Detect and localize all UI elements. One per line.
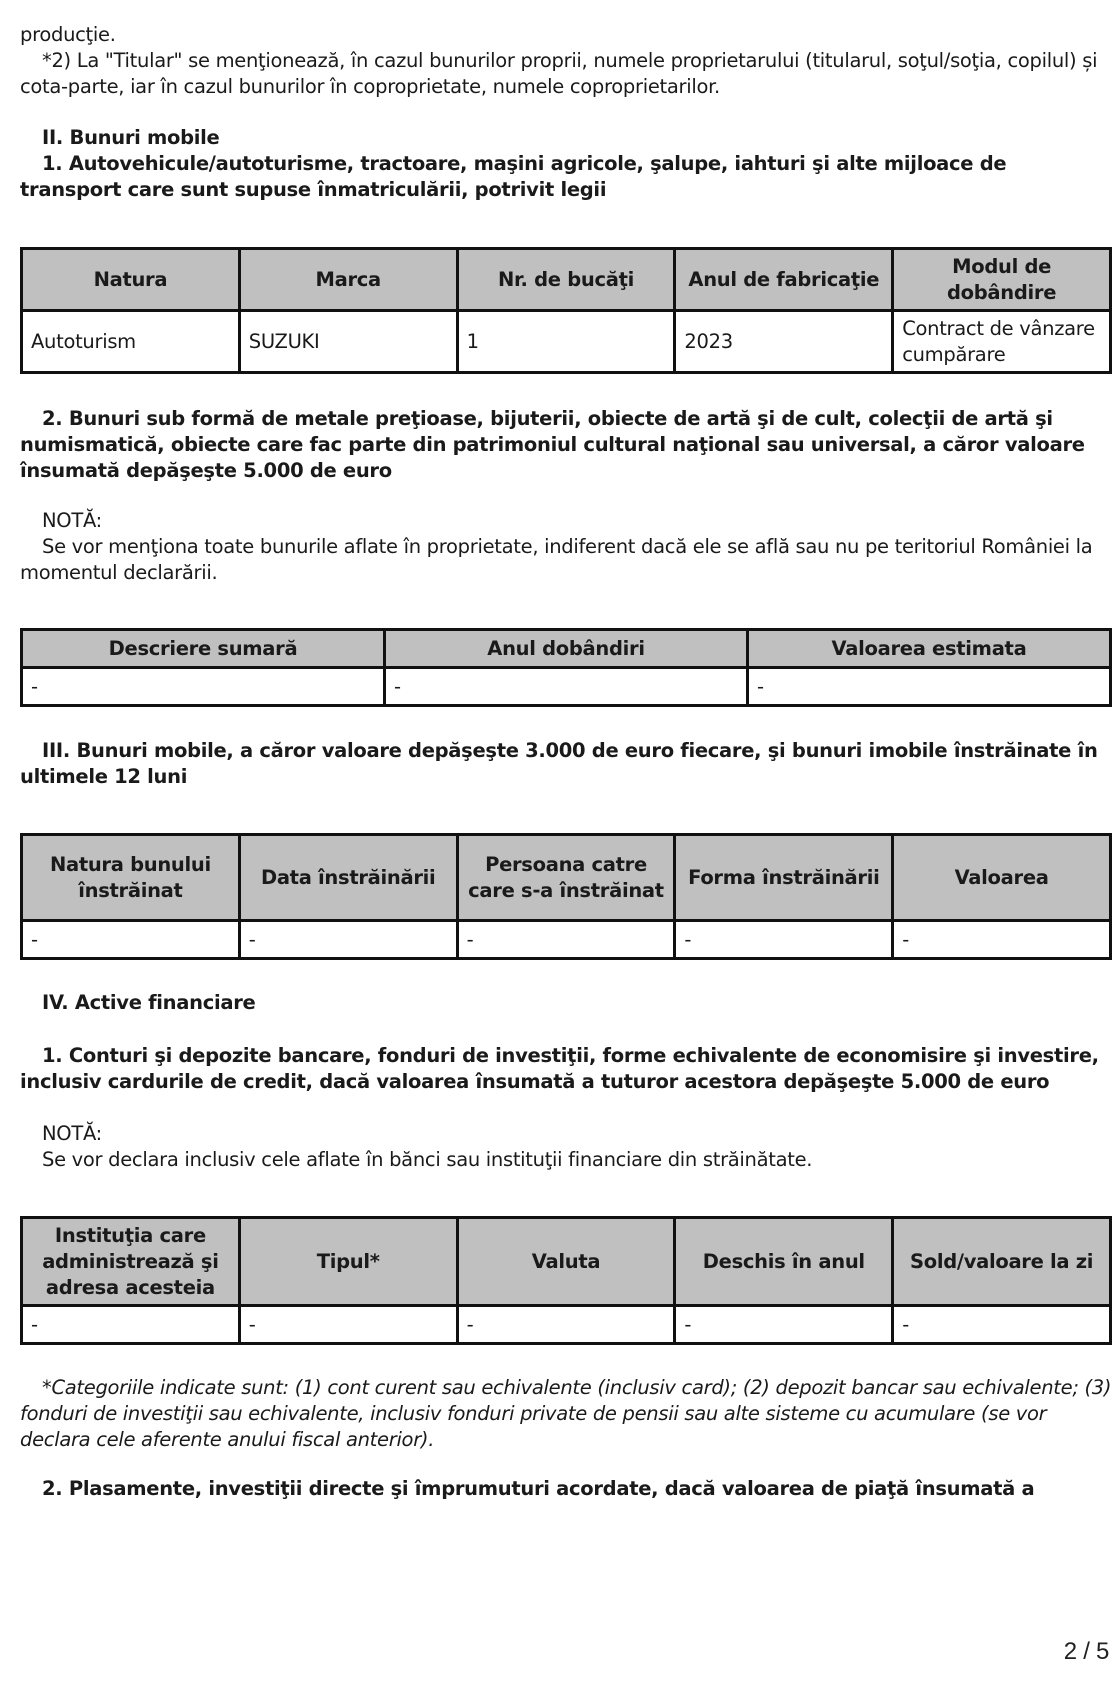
- col-header: Modul de dobândire: [893, 249, 1111, 311]
- intro-line: producţie.: [20, 23, 116, 46]
- table-cell: -: [22, 668, 385, 706]
- section-4-sub1-title: 1. Conturi şi depozite bancare, fonduri de investiţii, forme echivalente de economisire şi investire, inclusiv cardurile de credit, dacă valoarea însumată a tuturor acestora depăşeşte 5.000 de euro: [20, 1044, 1099, 1093]
- col-header: Anul de fabricaţie: [675, 249, 893, 311]
- col-header: Instituţia care administrează şi adresa acesteia: [22, 1218, 240, 1306]
- section-3-heading-block: [20, 738, 1112, 790]
- col-header: Tipul*: [239, 1218, 457, 1306]
- table-cell: 2023: [675, 311, 893, 373]
- alienated-assets-table: [20, 833, 1112, 960]
- section-4-note-block: [20, 1121, 1112, 1173]
- bank-accounts-table: [20, 1216, 1112, 1345]
- categories-footnote: *Categoriile indicate sunt: (1) cont curent sau echivalente (inclusiv card); (2) depozit bancar sau echivalente; (3) fonduri de investiţii sau echivalente, inclusiv fonduri private de pensii sau alte sisteme cu acumulare (se vor declara cele aferente anului fiscal anterior).: [20, 1376, 1112, 1451]
- valuables-table: [20, 628, 1112, 707]
- intro-block: [20, 22, 1112, 100]
- section-2-sub2-block: [20, 406, 1112, 484]
- section-2-title: II. Bunuri mobile: [42, 126, 220, 149]
- note-label: NOTĂ:: [42, 509, 102, 532]
- table-cell: -: [239, 1306, 457, 1344]
- col-header: Valuta: [457, 1218, 675, 1306]
- table-cell: -: [893, 1306, 1111, 1344]
- col-header: Sold/valoare la zi: [893, 1218, 1111, 1306]
- section-2-sub1-title: 1. Autovehicule/autoturisme, tractoare, maşini agricole, şalupe, iahturi şi alte mijloace de transport care sunt supuse înmatriculării, potrivit legii: [20, 152, 1007, 201]
- col-header: Data înstrăinării: [239, 835, 457, 921]
- vehicles-table-wrap: [20, 247, 1112, 374]
- section-4-heading-block: [20, 990, 1112, 1016]
- alienated-table-wrap: [20, 833, 1112, 960]
- table-cell: -: [239, 921, 457, 959]
- section-3-title: III. Bunuri mobile, a căror valoare depăşeşte 3.000 de euro fiecare, şi bunuri imobile înstrăinate în ultimele 12 luni: [20, 739, 1098, 788]
- col-header: Valoarea estimata: [748, 630, 1111, 668]
- col-header: Marca: [239, 249, 457, 311]
- section-4-sub2-title: 2. Plasamente, investiţii directe şi împrumuturi acordate, dacă valoarea de piaţă însumată a: [42, 1477, 1035, 1500]
- table-row: [22, 668, 1111, 706]
- page-number: 2 / 5: [1063, 1638, 1109, 1665]
- section-4-sub2-block: [20, 1476, 1112, 1502]
- section-4-title: IV. Active financiare: [42, 991, 256, 1014]
- table-cell: Autoturism: [22, 311, 240, 373]
- section-2-note-block: [20, 508, 1112, 586]
- col-header: Anul dobândiri: [385, 630, 748, 668]
- col-header: Forma înstrăinării: [675, 835, 893, 921]
- table-cell: -: [675, 1306, 893, 1344]
- col-header: Persoana catre care s-a înstrăinat: [457, 835, 675, 921]
- section-2-sub2-title: 2. Bunuri sub formă de metale preţioase, bijuterii, obiecte de artă şi de cult, colecţii de artă şi numismatică, obiecte care fac parte din patrimoniul cultural naţional sau universal, a căror valoare însumată depăşeşte 5.000 de euro: [20, 407, 1085, 482]
- section-2-heading-block: [20, 125, 1112, 203]
- note-label: NOTĂ:: [42, 1122, 102, 1145]
- accounts-table-wrap: [20, 1216, 1112, 1345]
- note-text: Se vor menţiona toate bunurile aflate în proprietate, indiferent dacă ele se află sau nu pe teritoriul României la momentul declarării.: [20, 535, 1093, 584]
- col-header: Natura: [22, 249, 240, 311]
- table-row: [22, 1306, 1111, 1344]
- section-4-sub1-block: [20, 1043, 1112, 1095]
- col-header: Deschis în anul: [675, 1218, 893, 1306]
- table-cell: -: [385, 668, 748, 706]
- note-text: Se vor declara inclusiv cele aflate în bănci sau instituţii financiare din străinătate.: [42, 1148, 813, 1171]
- table-row: [22, 921, 1111, 959]
- table-row: [22, 311, 1111, 373]
- col-header: Descriere sumară: [22, 630, 385, 668]
- table-cell: -: [457, 921, 675, 959]
- table-cell: 1: [457, 311, 675, 373]
- table-cell: -: [893, 921, 1111, 959]
- col-header: Natura bunului înstrăinat: [22, 835, 240, 921]
- col-header: Valoarea: [893, 835, 1111, 921]
- table-cell: -: [22, 1306, 240, 1344]
- table-cell: SUZUKI: [239, 311, 457, 373]
- valuables-table-wrap: [20, 628, 1112, 707]
- col-header: Nr. de bucăţi: [457, 249, 675, 311]
- titular-note: *2) La "Titular" se menţionează, în cazul bunurilor proprii, numele proprietarului (titularul, soţul/soţia, copilul) și cota-parte, iar în cazul bunurilor în coproprietate, numele coproprietarilor.: [20, 49, 1098, 98]
- table-cell: -: [675, 921, 893, 959]
- table-cell: -: [748, 668, 1111, 706]
- categories-footnote-block: [20, 1375, 1112, 1453]
- table-cell: -: [457, 1306, 675, 1344]
- table-cell: Contract de vânzare cumpărare: [893, 311, 1111, 373]
- vehicles-table: [20, 247, 1112, 374]
- table-cell: -: [22, 921, 240, 959]
